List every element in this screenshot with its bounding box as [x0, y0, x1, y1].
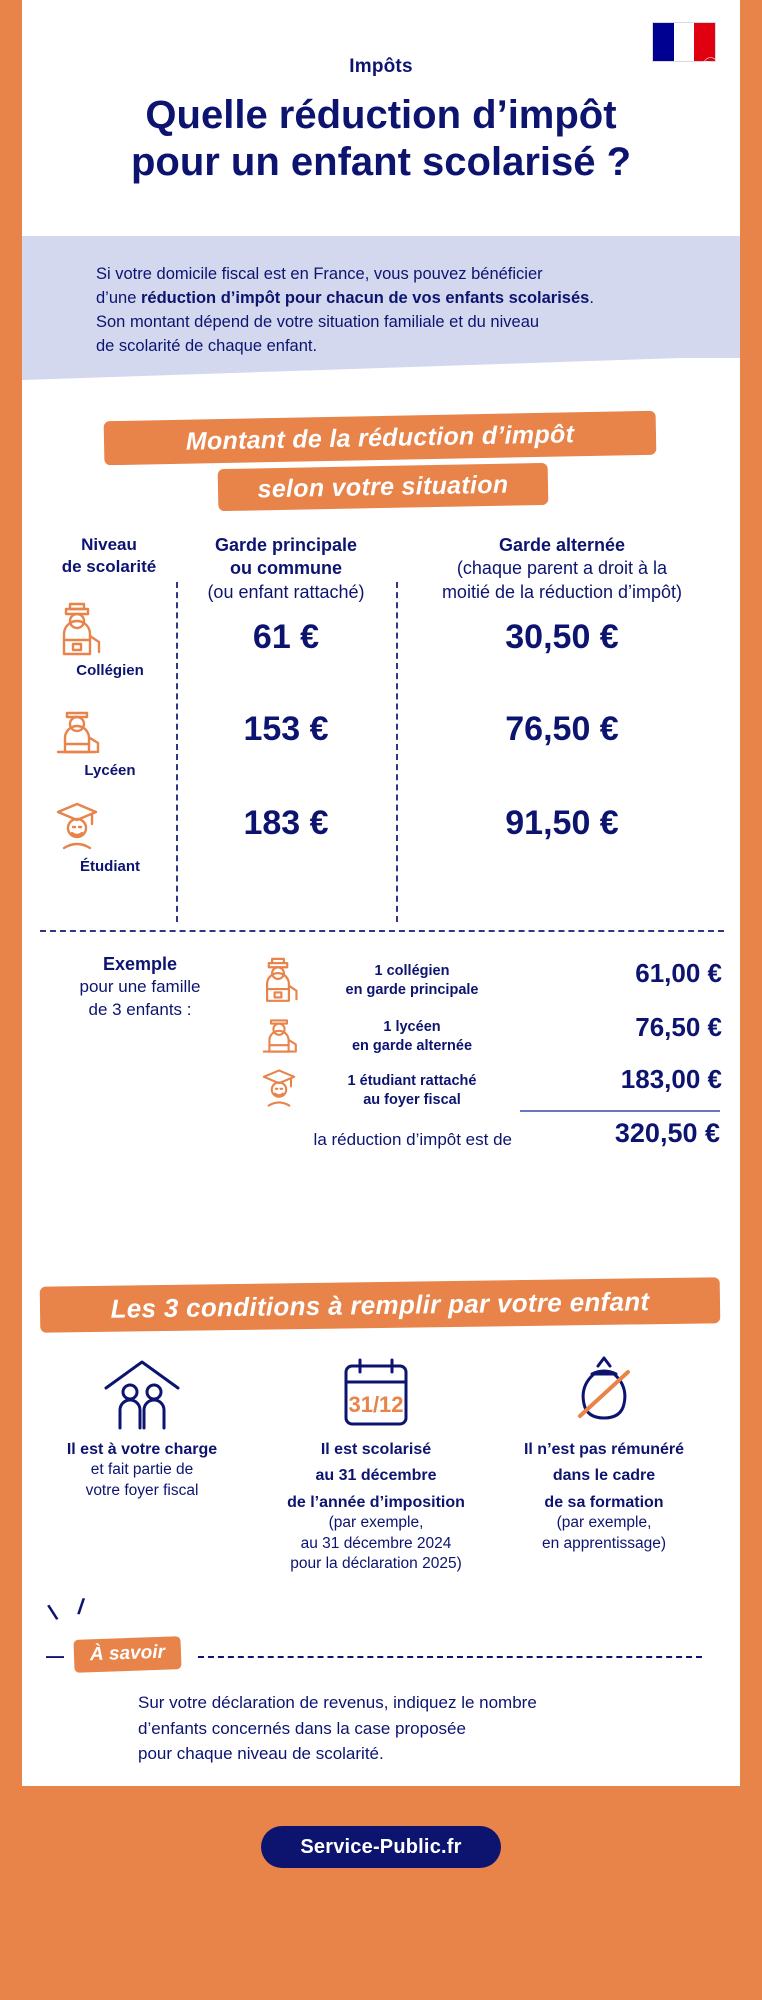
condition-3-icon-wrap — [488, 1348, 720, 1434]
example-row-1-line-2: en garde principale — [345, 981, 479, 998]
table-divider-2 — [396, 582, 398, 922]
service-public-logo[interactable]: Service-Public.fr — [261, 1826, 501, 1868]
table-header-shared-line-1: Garde alternée — [498, 535, 626, 555]
intro-line-2 — [96, 286, 676, 310]
example-row-1-amount: 61,00 € — [635, 958, 722, 988]
example-row-2-line-2: en garde alternée — [351, 1037, 473, 1054]
table-row-collegien-shared-amount: 30,50 € — [505, 618, 619, 656]
table-row-lyceen-main-amount: 153 € — [243, 710, 329, 748]
table-row-lyceen-label: Lycéen — [84, 762, 136, 779]
example-label-title: Exemple — [102, 954, 178, 974]
graduate-student-icon — [254, 1064, 304, 1112]
schoolbag-student-icon — [46, 596, 108, 660]
intro-line-2-bold: réduction d’impôt pour chacun de vos enfants scolarisés — [140, 289, 590, 308]
condition-2-bold-line-1: Il est scolarisé — [320, 1441, 432, 1458]
intro-line-3: Son montant dépend de votre situation familiale et du niveau — [96, 313, 540, 332]
table-row-collegien-icon-cell — [46, 596, 174, 679]
condition-1-icon-wrap — [28, 1348, 256, 1434]
example-row-3-text — [312, 1072, 512, 1110]
right-orange-rail — [740, 0, 762, 2000]
page-title-line-1: Quelle réduction d’impôt — [145, 93, 617, 137]
condition-2-plain-line-2: au 31 décembre 2024 — [300, 1534, 452, 1552]
no-salary-money-bag-icon — [558, 1354, 650, 1434]
table-row-lyceen-shared-amount: 76,50 € — [505, 710, 619, 748]
example-row-1-text — [312, 962, 512, 1000]
intro-line-2-prefix: d’une — [96, 289, 141, 308]
condition-2-bold-line-2: au 31 décembre — [315, 1467, 437, 1485]
condition-2-plain-line-3: pour la déclaration 2025) — [290, 1555, 462, 1573]
example-label — [40, 952, 240, 1022]
condition-1 — [28, 1348, 256, 1501]
table-row-lyceen-icon-cell — [46, 700, 174, 779]
table-row-collegien-main-amount: 61 € — [252, 618, 320, 656]
condition-3-plain-line-1: (par exemple, — [556, 1514, 652, 1532]
example-label-line-2: pour une famille — [79, 977, 201, 997]
house-family-icon — [96, 1354, 188, 1434]
table-header-shared-custody — [402, 534, 722, 604]
highschool-student-icon — [46, 700, 108, 760]
condition-3-plain-line-2: en apprentissage) — [541, 1534, 667, 1552]
example-row-2-line-1: 1 lycéen — [383, 1019, 441, 1035]
intro-line-4: de scolarité de chaque enfant. — [96, 337, 318, 356]
table-header-main-line-3: (ou enfant rattaché) — [207, 581, 365, 602]
example-row-2-amount: 76,50 € — [635, 1012, 722, 1042]
example-total-amount: 320,50 € — [614, 1118, 720, 1148]
example-row-1-icon — [252, 952, 304, 1006]
table-row-etudiant-label: Étudiant — [80, 858, 140, 875]
good-to-know-line-3: pour chaque niveau de scolarité. — [138, 1744, 384, 1763]
sparkle-icon-1: \ — [45, 1599, 61, 1626]
condition-1-bold-line-1: Il est à votre charge — [66, 1441, 218, 1458]
example-total-underline — [520, 1110, 720, 1112]
sparkle-icon-2: / — [76, 1593, 86, 1620]
french-republic-flag-icon: ☯ — [652, 22, 716, 62]
table-row-etudiant-main-amount: 183 € — [243, 804, 329, 842]
calendar-31-12-icon — [330, 1352, 422, 1434]
good-to-know-line-2: d’enfants concernés dans la case proposée — [138, 1718, 466, 1738]
example-row-3-amount: 183,00 € — [620, 1064, 722, 1094]
sparkle-icon-3: — — [46, 1646, 64, 1666]
example-row-2-text — [312, 1018, 512, 1056]
page-title — [22, 92, 740, 186]
example-row-3-line-1: 1 étudiant rattaché — [347, 1073, 477, 1089]
table-header-shared-line-2: (chaque parent a droit à la — [456, 558, 668, 579]
intro-line-1: Si votre domicile fiscal est en France, vous pouvez bénéficier — [96, 265, 543, 283]
page-content — [22, 0, 740, 2000]
table-header-shared-line-3: moitié de la réduction d’impôt) — [441, 581, 683, 602]
intro-line-2-suffix: . — [589, 289, 594, 308]
amount-banner-line-2: selon votre situation — [218, 463, 549, 511]
intro-text — [96, 262, 676, 358]
table-divider-1 — [176, 582, 178, 922]
condition-3-bold-line-2: dans le cadre — [552, 1467, 656, 1485]
page-title-line-2: pour un enfant scolarisé ? — [130, 140, 632, 185]
condition-3-bold-line-3: de sa formation — [544, 1493, 664, 1511]
example-row-2-icon — [254, 1010, 304, 1058]
highschool-student-icon — [254, 1010, 304, 1058]
table-bottom-divider — [40, 930, 724, 932]
condition-1-plain-line-2: votre foyer fiscal — [85, 1481, 199, 1499]
good-to-know-line-1: Sur votre déclaration de revenus, indiquez le nombre — [138, 1693, 537, 1712]
condition-1-plain-line-1: et fait partie de — [90, 1461, 194, 1479]
graduate-student-icon — [46, 796, 108, 856]
good-to-know-text — [138, 1690, 698, 1767]
left-orange-rail — [0, 0, 22, 2000]
good-to-know-tag: À savoir — [73, 1636, 181, 1673]
condition-2-bold-line-3: de l’année d’imposition — [287, 1493, 465, 1511]
example-row-1-line-1: 1 collégien — [374, 963, 450, 979]
condition-2 — [262, 1348, 490, 1575]
table-row-etudiant-shared-amount: 91,50 € — [505, 804, 619, 842]
table-header-main-line-2: ou commune — [229, 558, 342, 579]
condition-2-icon-wrap — [262, 1348, 490, 1434]
table-row-etudiant-icon-cell — [46, 796, 174, 875]
condition-3 — [488, 1348, 720, 1554]
table-header-main-custody — [180, 534, 392, 604]
example-row-3-icon — [254, 1064, 304, 1112]
example-row-3-line-2: au foyer fiscal — [363, 1091, 461, 1108]
good-to-know-divider — [198, 1656, 702, 1658]
table-header-main-line-1: Garde principale — [214, 535, 358, 555]
footer-band — [22, 1786, 740, 2000]
condition-2-plain-line-1: (par exemple, — [328, 1514, 424, 1532]
condition-3-bold-line-1: Il n’est pas rémunéré — [523, 1441, 685, 1458]
table-row-collegien-label: Collégien — [76, 662, 144, 679]
schoolbag-student-icon — [252, 952, 304, 1006]
conditions-banner: Les 3 conditions à remplir par votre enfant — [40, 1277, 721, 1332]
example-total-label: la réduction d’impôt est de — [313, 1130, 512, 1149]
calendar-date-text: 31/12 — [348, 1392, 404, 1417]
table-header-level-line-1: Niveau — [81, 535, 137, 554]
table-header-level — [34, 534, 184, 578]
example-label-line-3: de 3 enfants : — [88, 999, 192, 1019]
amount-banner-line-1: Montant de la réduction d’impôt — [104, 411, 657, 466]
table-header-level-line-2: de scolarité — [61, 557, 157, 577]
kicker-label: Impôts — [349, 56, 413, 77]
